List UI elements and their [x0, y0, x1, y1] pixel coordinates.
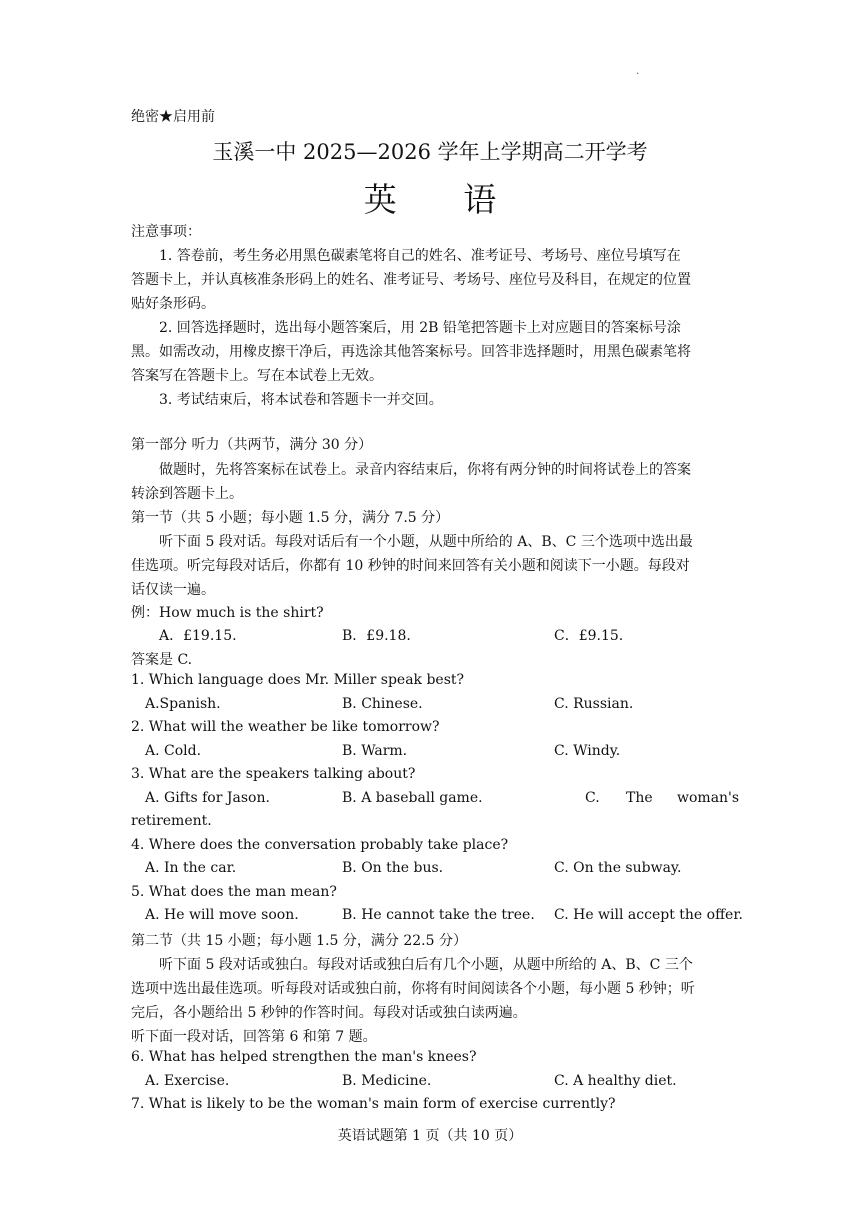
q6-option-b: B. Medicine.: [342, 1073, 432, 1089]
section1-intro-line-2: 佳选项。听完每段对话后，你都有 10 秒钟的时间来回答有关小题和阅读下一小题。每段对: [131, 558, 690, 574]
part1-intro-line-1: 做题时，先将答案标在试卷上。录音内容结束后，你将有两分钟的时间将试卷上的答案: [159, 462, 691, 478]
q1-option-b: B. Chinese.: [342, 696, 423, 712]
notice-heading: 注意事项：: [131, 224, 201, 240]
part1-intro-line-2: 转涂到答题卡上。: [131, 486, 243, 502]
q1-option-c: C. Russian.: [554, 696, 634, 712]
question-5: 5. What does the man mean?: [131, 884, 337, 900]
confidential-label: 绝密★启用前: [131, 109, 215, 125]
q3-option-c-continued: retirement.: [131, 813, 212, 829]
section1-intro-line-3: 话仅读一遍。: [131, 582, 215, 598]
section1-heading: 第一节（共 5 小题；每小题 1.5 分，满分 7.5 分）: [131, 510, 450, 526]
example-option-a: A．£19.15.: [159, 628, 237, 644]
section2-intro-line-3: 完后，各小题给出 5 秒钟的作答时间。每段对话或独白读两遍。: [131, 1005, 527, 1021]
section2-intro-line-2: 选项中选出最佳选项。听每段对话或独白前，你将有时间阅读各个小题，每小题 5 秒钟；听: [131, 981, 695, 997]
q3-option-b: B. A baseball game.: [342, 790, 483, 806]
question-6: 6. What has helped strengthen the man's knees?: [131, 1049, 477, 1065]
notice-item-2-line-1: 2. 回答选择题时，选出每小题答案后，用 2B 铅笔把答题卡上对应题目的答案标号涂: [159, 320, 681, 336]
q2-option-c: C. Windy.: [554, 743, 621, 759]
question-5-options: [131, 907, 743, 927]
q6-option-a: A. Exercise.: [145, 1073, 230, 1089]
q4-option-a: A. In the car.: [145, 860, 237, 876]
notice-item-1-line-1: 1. 答卷前，考生务必用黑色碳素笔将自己的姓名、准考证号、考场号、座位号填写在: [159, 248, 681, 264]
subject-title: 英 语: [363, 180, 525, 219]
notice-item-2-line-3: 答案写在答题卡上。写在本试卷上无效。: [131, 368, 383, 384]
q5-option-c: C. He will accept the offer.: [554, 907, 743, 923]
question-2: 2. What will the weather be like tomorrow?: [131, 719, 440, 735]
q2-option-a: A. Cold.: [145, 743, 202, 759]
q4-option-b: B. On the bus.: [342, 860, 444, 876]
q4-option-c: C. On the subway.: [554, 860, 682, 876]
q3-option-c-word-1: The: [626, 790, 653, 806]
question-3: 3. What are the speakers talking about?: [131, 766, 416, 782]
q1-option-a: A.Spanish.: [145, 696, 221, 712]
notice-item-2-line-2: 黑。如需改动，用橡皮擦干净后，再选涂其他答案标号。回答非选择题时，用黑色碳素笔将: [131, 344, 691, 360]
question-6-options: [131, 1073, 731, 1093]
question-7: 7. What is likely to be the woman's main form of exercise currently?: [131, 1096, 616, 1112]
q6-option-c: C. A healthy diet.: [554, 1073, 677, 1089]
q3-option-c-letter: C.: [585, 790, 600, 806]
question-1-options: [131, 696, 731, 716]
group-intro-6-7: 听下面一段对话，回答第 6 和第 7 题。: [131, 1029, 377, 1045]
example-question: 例：How much is the shirt?: [131, 605, 324, 621]
question-3-options: [131, 790, 740, 810]
question-2-options: [131, 743, 731, 763]
q3-option-c-word-2: woman's: [677, 790, 740, 806]
top-mark: .: [636, 66, 640, 77]
notice-item-1-line-2: 答题卡上，并认真核准条形码上的姓名、准考证号、考场号、座位号及科目，在规定的位置: [131, 272, 691, 288]
example-option-b: B．£9.18.: [342, 628, 411, 644]
section2-intro-line-1: 听下面 5 段对话或独白。每段对话或独白后有几个小题，从题中所给的 A、B、C 三个: [159, 957, 693, 973]
notice-item-3: 3. 考试结束后，将本试卷和答题卡一并交回。: [159, 392, 443, 408]
notice-item-1-line-3: 贴好条形码。: [131, 296, 215, 312]
q3-option-a: A. Gifts for Jason.: [145, 790, 270, 806]
section2-heading: 第二节（共 15 小题；每小题 1.5 分，满分 22.5 分）: [131, 933, 467, 949]
example-option-c: C．£9.15.: [554, 628, 624, 644]
example-options: [131, 625, 731, 645]
part1-heading: 第一部分 听力（共两节，满分 30 分）: [131, 437, 373, 453]
question-4-options: [131, 860, 731, 880]
exam-title: 玉溪一中 2025—2026 学年上学期高二开学考: [212, 140, 648, 164]
q5-option-b: B. He cannot take the tree.: [342, 907, 535, 923]
q5-option-a: A. He will move soon.: [145, 907, 299, 923]
question-1: 1. Which language does Mr. Miller speak best?: [131, 672, 465, 688]
page-footer: 英语试题第 1 页（共 10 页）: [337, 1128, 523, 1144]
section1-intro-line-1: 听下面 5 段对话。每段对话后有一个小题，从题中所给的 A、B、C 三个选项中选出最: [159, 534, 693, 550]
q2-option-b: B. Warm.: [342, 743, 408, 759]
example-answer: 答案是 C.: [131, 652, 193, 668]
question-4: 4. Where does the conversation probably take place?: [131, 837, 509, 853]
